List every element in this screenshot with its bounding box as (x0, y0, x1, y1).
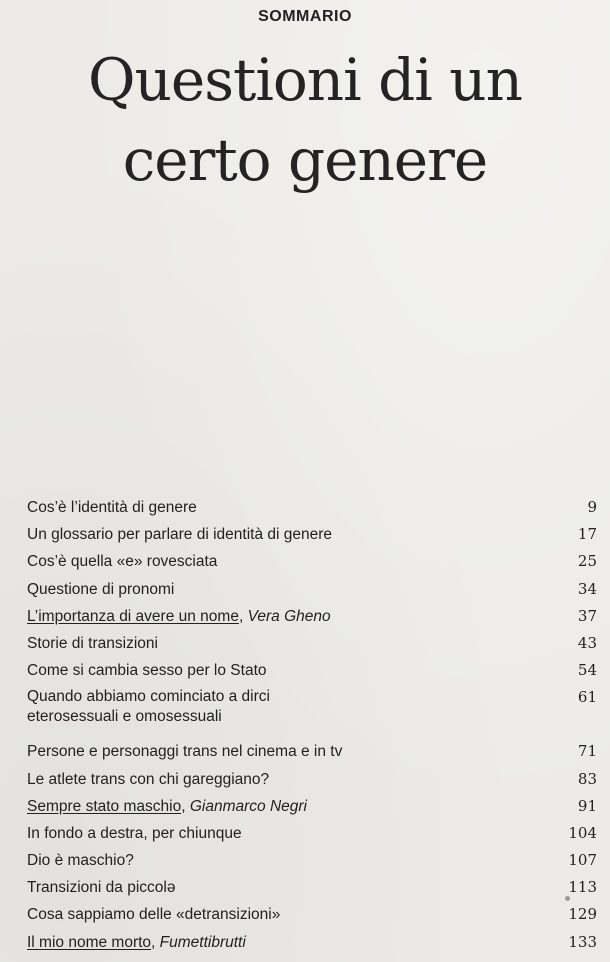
toc-item-author: Gianmarco Negri (189, 797, 307, 815)
toc-item[interactable] (27, 657, 597, 684)
paper-speck (565, 896, 570, 901)
page-title (0, 40, 610, 200)
page-title-line-1: Questioni di un (88, 46, 522, 114)
toc-item-title: Dio è maschio? (27, 852, 134, 870)
page-title-line-2: certo genere (122, 126, 488, 194)
toc-item-page: 133 (568, 932, 597, 951)
toc-item-page: 113 (568, 878, 597, 897)
toc-item-page: 129 (568, 905, 597, 924)
toc-item-author: Vera Gheno (247, 607, 331, 625)
toc-item[interactable] (27, 521, 597, 548)
toc-item[interactable] (27, 738, 597, 765)
toc-item[interactable] (27, 630, 597, 657)
toc-item-page: 17 (577, 525, 597, 544)
toc-item-title: Cos’è l’identità di genere (27, 499, 197, 516)
toc-item-page: 25 (577, 552, 597, 571)
toc-item[interactable] (27, 820, 597, 847)
toc-item[interactable] (27, 766, 597, 793)
toc-item-title: Cos’è quella «e» rovesciata (27, 553, 218, 571)
toc-item-page: 54 (577, 661, 597, 680)
toc-item[interactable] (27, 684, 597, 734)
toc-item-page: 83 (577, 769, 597, 788)
toc-item-title: Persone e personaggi trans nel cinema e in tv (27, 743, 343, 761)
toc-item[interactable] (27, 929, 597, 956)
toc-item-page: 61 (577, 688, 597, 707)
toc-item-page: 9 (587, 498, 597, 516)
toc-item-title-with-author: L’importanza di avere un nome, Vera Gheno (27, 607, 331, 625)
toc-item[interactable] (27, 793, 597, 820)
toc-item[interactable] (27, 874, 597, 901)
toc-item-title: In fondo a destra, per chiunque (27, 824, 242, 842)
toc-item-title: Questione di pronomi (27, 580, 175, 598)
toc-item-title: L’importanza di avere un nome (27, 607, 239, 625)
toc-item[interactable] (27, 494, 597, 521)
toc-item[interactable] (27, 576, 597, 603)
toc-item-title: Sempre stato maschio (27, 797, 182, 815)
toc-item-title: Cosa sappiamo delle «detransizioni» (27, 906, 281, 924)
toc-item[interactable] (27, 847, 597, 874)
toc-item[interactable] (27, 548, 597, 575)
toc-item-page: 71 (577, 742, 597, 761)
toc-item-title-with-author: Il mio nome morto, Fumettibrutti (27, 933, 246, 951)
toc-item-title-with-author: Sempre stato maschio, Gianmarco Negri (27, 797, 307, 815)
toc-item-title: Un glossario per parlare di identità di genere (27, 526, 333, 544)
toc-item-page: 104 (568, 823, 597, 842)
toc-item-title: Le atlete trans con chi gareggiano? (27, 770, 270, 788)
section-kicker: SOMMARIO (258, 8, 352, 25)
toc-item-page: 34 (577, 579, 597, 598)
toc-item-title: Come si cambia sesso per lo Stato (27, 662, 267, 680)
toc-item[interactable] (27, 603, 597, 630)
toc-item-page: 107 (568, 851, 597, 870)
toc-item-author: Fumettibrutti (159, 933, 246, 951)
toc-item-title: Storie di transizioni (27, 634, 158, 652)
table-of-contents (27, 494, 597, 956)
toc-item-title: Transizioni da piccolə (27, 879, 176, 897)
toc-item-title: Quando abbiamo cominciato a dirci eterosessuali e omosessuali (27, 688, 270, 726)
toc-item-title: Il mio nome morto (27, 933, 152, 951)
toc-item-page: 43 (577, 633, 597, 652)
toc-item-page: 91 (577, 796, 597, 815)
toc-item[interactable] (27, 901, 597, 928)
toc-item-page: 37 (577, 606, 597, 625)
